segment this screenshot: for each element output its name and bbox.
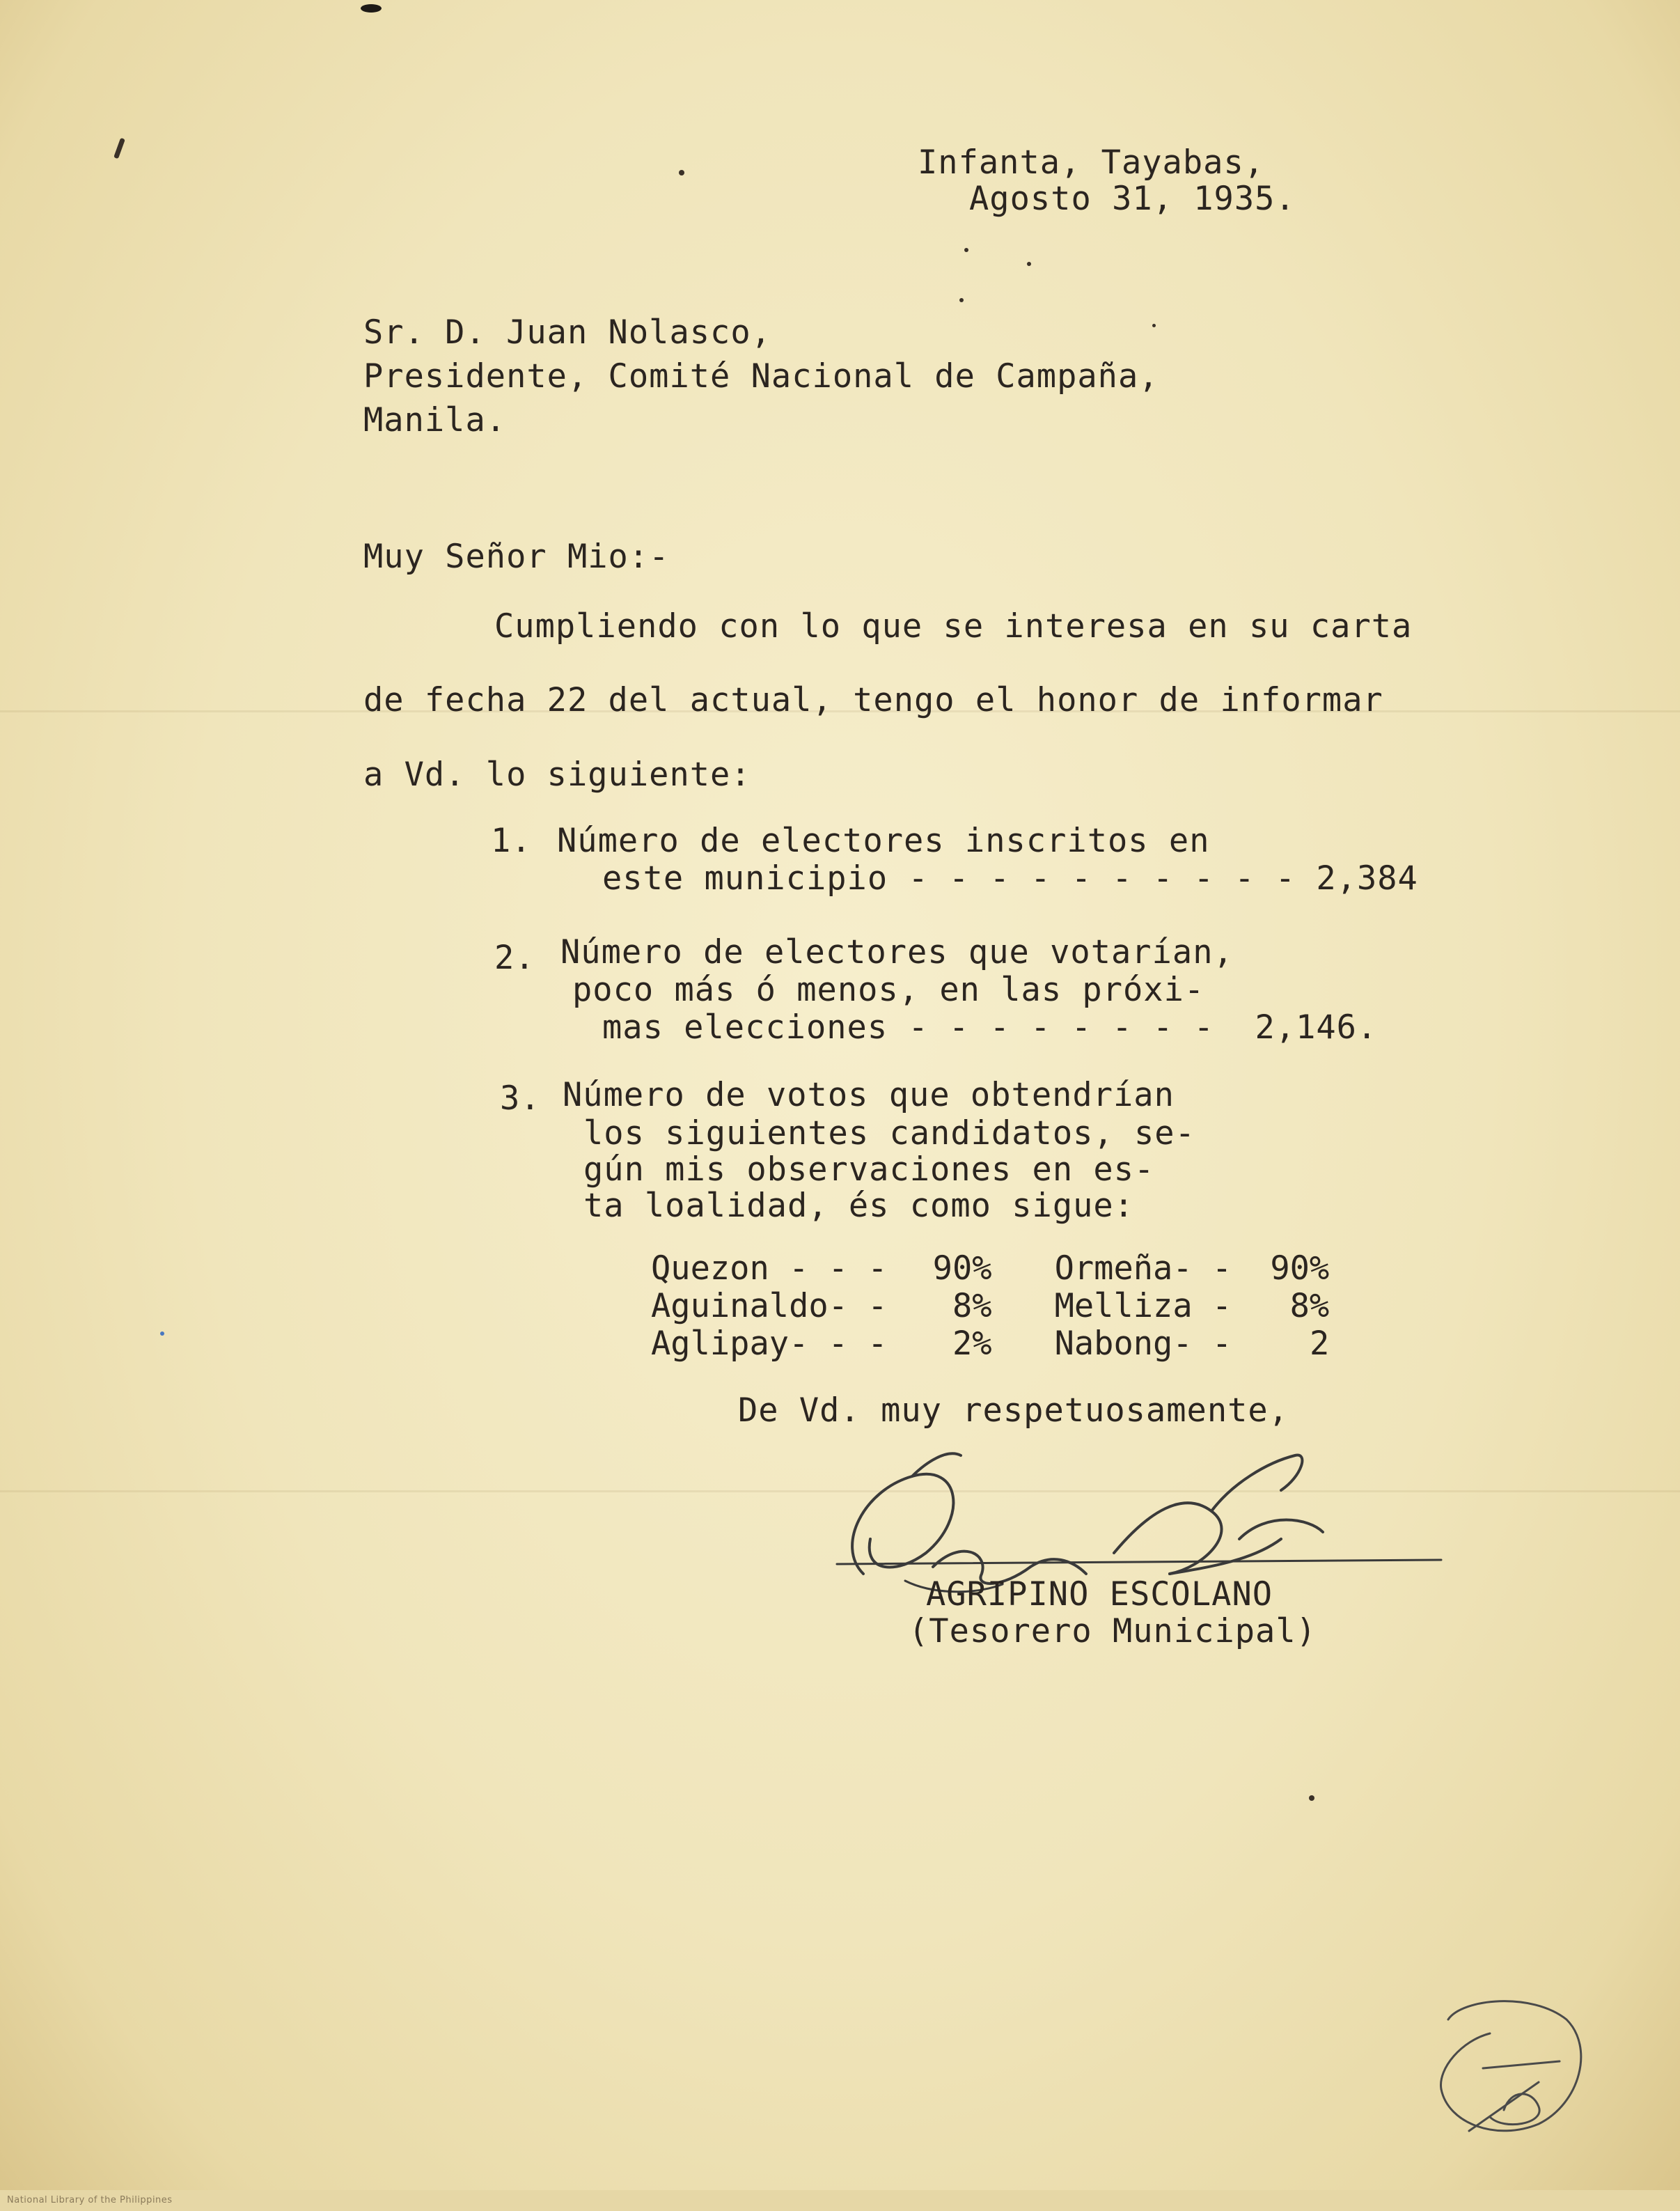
handwritten-initial (1420, 1992, 1601, 2145)
ink-dot (1152, 324, 1156, 327)
ink-blot (361, 4, 382, 13)
ink-dot (964, 248, 968, 252)
candidate-label: Melliza - (1054, 1287, 1232, 1325)
candidate-value: 90% (1270, 1249, 1330, 1288)
table-row (651, 1325, 1329, 1363)
ink-dot (1309, 1795, 1314, 1801)
candidate-value: 2 (1309, 1325, 1330, 1363)
item-1-line-2: este municipio - - - - - - - - - - 2,384 (602, 859, 1418, 898)
item-2-line-1: Número de electores que votarían, (560, 933, 1234, 971)
candidate-label: Aguinaldo- - (651, 1287, 888, 1325)
candidate-value: 8% (1289, 1287, 1330, 1325)
ink-dot (959, 298, 964, 302)
closing-line: De Vd. muy respetuosamente, (738, 1391, 1289, 1430)
candidate-value: 90% (932, 1249, 992, 1288)
item-3-line-3: gún mis observaciones en es- (583, 1150, 1155, 1189)
body-line-2: de fecha 22 del actual, tengo el honor de informar (363, 681, 1383, 719)
item-3-line-1: Número de votos que obtendrían (563, 1076, 1175, 1114)
item-2-line-2: poco más ó menos, en las próxi- (572, 971, 1205, 1009)
archive-footer (0, 2190, 1680, 2211)
candidate-label: Ormeña- - (1054, 1249, 1232, 1288)
candidate-label: Nabong- - (1054, 1325, 1232, 1363)
date-line: Agosto 31, 1935. (969, 180, 1296, 218)
signatory-name: AGRIPINO ESCOLANO (926, 1575, 1273, 1614)
item-2-line-3: mas elecciones - - - - - - - - 2,146. (602, 1008, 1378, 1047)
blue-dot (160, 1331, 164, 1336)
place-line: Infanta, Tayabas, (918, 143, 1265, 182)
addressee-name: Sr. D. Juan Nolasco, (363, 313, 771, 352)
table-row (651, 1250, 1329, 1288)
candidate-value: 8% (952, 1287, 992, 1325)
item-3-number: 3. (500, 1079, 541, 1118)
addressee-title: Presidente, Comité Nacional de Campaña, (363, 357, 1159, 396)
table-row (651, 1288, 1329, 1325)
candidate-label: Quezon - - - (651, 1249, 888, 1288)
body-line-3: a Vd. lo siguiente: (363, 756, 751, 794)
item-1-line-1: Número de electores inscritos en (557, 822, 1210, 860)
candidate-percentages (651, 1250, 1329, 1363)
item-3-line-2: los siguientes candidatos, se- (583, 1114, 1195, 1153)
item-1-number: 1. (491, 822, 532, 860)
signatory-title: (Tesorero Municipal) (909, 1612, 1317, 1650)
ink-dot (679, 170, 684, 175)
item-2-number: 2. (494, 939, 535, 977)
ink-dot (1027, 262, 1031, 266)
addressee-city: Manila. (363, 401, 507, 439)
body-line-1: Cumpliendo con lo que se interesa en su carta (494, 607, 1413, 646)
candidate-label: Aglipay- - - (651, 1325, 888, 1363)
archive-caption: National Library of the Philippines (7, 2195, 173, 2205)
salutation: Muy Señor Mio:- (363, 538, 670, 576)
item-3-line-4: ta loalidad, és como sigue: (583, 1187, 1135, 1225)
candidate-value: 2% (952, 1325, 992, 1363)
